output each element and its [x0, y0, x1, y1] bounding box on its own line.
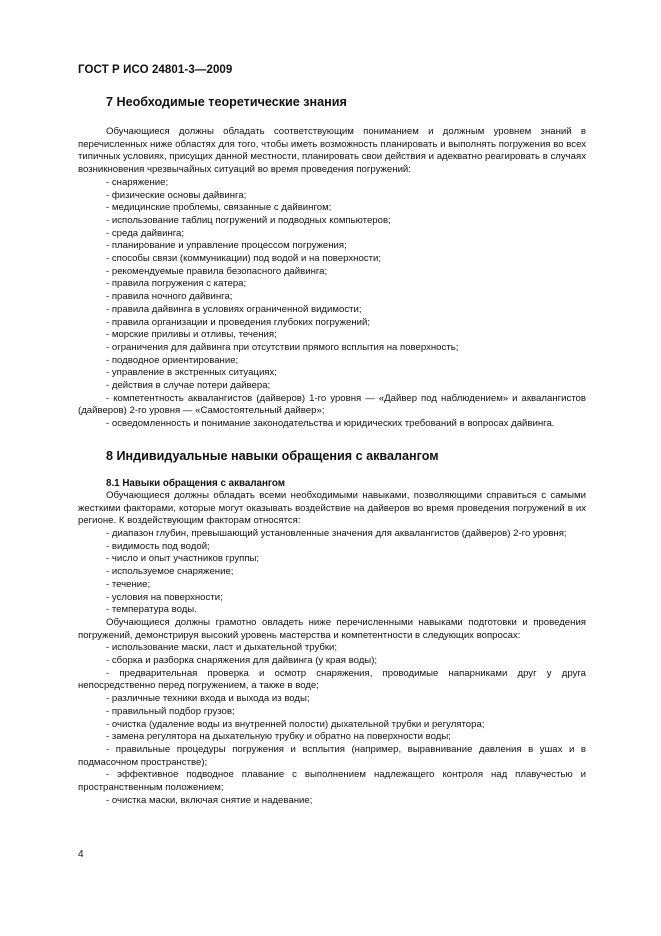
list-item: - видимость под водой;: [106, 540, 210, 552]
skill-clearing: - очистка (удаление воды из внутренней полости) дыхательной трубки и регулятора;: [106, 718, 485, 730]
subsection-8-1-title: 8.1 Навыки обращения с аквалангом: [106, 477, 285, 489]
skill-mask-clear: - очистка маски, включая снятие и надевание;: [106, 794, 313, 806]
list-item: - условия на поверхности;: [106, 591, 223, 603]
list-item-legislation: - осведомленность и понимание законодательства и юридических требований в вопросах дайвинга.: [106, 418, 555, 430]
list-item: - медицинские проблемы, связанные с дайвингом;: [106, 202, 332, 214]
list-item: - правила организации и проведения глубоких погружений;: [106, 316, 371, 328]
list-item: - температура воды.: [106, 604, 197, 616]
section-7-title: 7 Необходимые теоретические знания: [106, 95, 347, 109]
list-item: - использование таблиц погружений и подводных компьютеров;: [106, 214, 391, 226]
skill-ascent: - правильные процедуры погружения и всплытия (например, выравнивание давления в ушах и в подмасочном пространстве);: [78, 743, 586, 768]
list-item: - рекомендуемые правила безопасного дайвинга;: [106, 265, 328, 277]
section-7-list: [78, 177, 586, 393]
skill-assembly: - сборка и разборка снаряжения для дайвинга (у края воды);: [106, 655, 378, 667]
list-item: - снаряжение;: [106, 176, 169, 188]
section-7-intro: Обучающиеся должны обладать соответствующим пониманием и должным уровнем знаний в перечисленных ниже областях для того, чтобы иметь возможность планировать и выполнять погружения во всех типичных условиях, присущих данной местности, планировать свои действия и адекватно реагировать в случаях возникновения чрезвычайных ситуаций во время проведения погружений:: [78, 126, 586, 176]
factors-list: [78, 541, 586, 617]
list-item-depth: - диапазон глубин, превышающий установленные значения для аквалангистов (дайверов) 2-го уровня;: [106, 527, 567, 539]
skill-check: - предварительная проверка и осмотр снаряжения, проводимые напарниками друг у друга непосредственно перед погружением, а также в воде;: [78, 667, 586, 692]
section-8-title: 8 Индивидуальные навыки обращения с аквалангом: [106, 448, 439, 463]
list-item: - морские приливы и отливы, течения;: [106, 329, 277, 341]
list-item: - физические основы дайвинга;: [106, 189, 247, 201]
list-item: - правила погружения с катера;: [106, 278, 247, 290]
skill-swimming: - эффективное подводное плавание с выполнением надлежащего контроля над плавучестью и пространственным положением;: [78, 769, 586, 794]
list-item: - правила дайвинга в условиях ограниченной видимости;: [106, 303, 362, 315]
list-item: - планирование и управление процессом погружения;: [106, 240, 347, 252]
list-item: - способы связи (коммуникации) под водой и на поверхности;: [106, 253, 382, 265]
list-item: - правила ночного дайвинга;: [106, 291, 233, 303]
skill-weights: - правильный подбор грузов;: [106, 705, 235, 717]
page-number: 4: [78, 849, 84, 860]
list-item-competence: - компетентность аквалангистов (дайверов) 1-го уровня — «Дайвер под наблюдением» и аквалангистов (дайверов) 2-го уровня — «Самостоятельный дайвер»;: [78, 392, 586, 417]
list-item: - используемое снаряжение;: [106, 566, 234, 578]
skill-entry: - различные техники входа и выхода из воды;: [106, 693, 310, 705]
skill-mask: - использование маски, ласт и дыхательной трубки;: [106, 642, 338, 654]
list-item: - управление в экстренных ситуациях;: [106, 367, 277, 379]
page-content: [78, 94, 586, 807]
list-item: - подводное ориентирование;: [106, 354, 239, 366]
skills-intro: Обучающиеся должны грамотно овладеть ниже перечисленными навыками подготовки и проведения погружений, демонстрируя высокий уровень мастерства и компетентности в следующих вопросах:: [78, 616, 586, 641]
list-item: - течение;: [106, 578, 151, 590]
list-item: - число и опыт участников группы;: [106, 553, 260, 565]
list-item: - ограничения для дайвинга при отсутствии прямого всплытия на поверхность;: [106, 341, 459, 353]
list-item: - среда дайвинга;: [106, 227, 185, 239]
list-item: - действия в случае потери дайвера;: [106, 380, 271, 392]
skill-swap: - замена регулятора на дыхательную трубку и обратно на поверхности воды;: [106, 731, 451, 743]
section-8-intro: Обучающиеся должны обладать всеми необходимыми навыками, позволяющими справиться с самыми жесткими факторами, которые могут оказывать воздействие на дайверов во время проведения погружений в их регионе. К воздействующим факторам относятся:: [78, 489, 586, 527]
standard-header: ГОСТ Р ИСО 24801-3—2009: [78, 64, 233, 76]
